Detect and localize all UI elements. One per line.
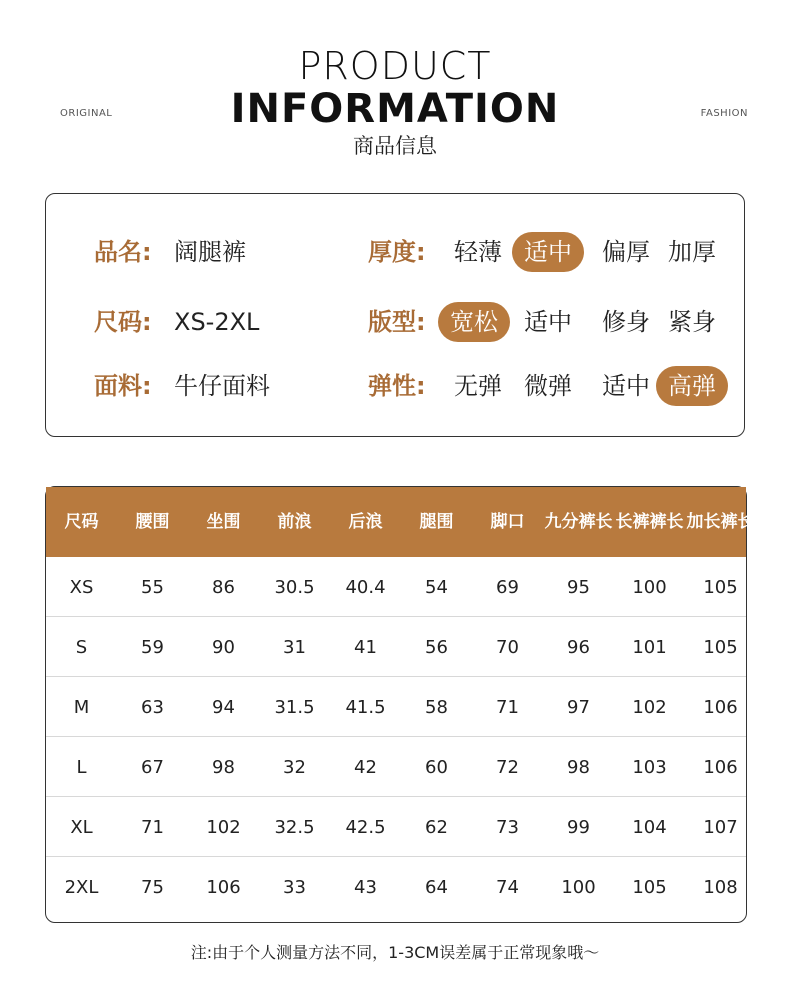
table-cell: 74 [496, 876, 519, 898]
info-row-fabric-elasticity [46, 366, 744, 406]
elasticity-label: 弹性: [368, 372, 426, 400]
elasticity-option: 无弹 [454, 372, 502, 400]
table-cell: 71 [496, 696, 519, 718]
table-cell: 90 [212, 636, 235, 658]
table-cell: 42.5 [345, 816, 386, 838]
table-header-cell [472, 487, 543, 557]
table-cell: 97 [567, 696, 590, 718]
fit-label: 版型: [368, 308, 426, 336]
table-cell: 71 [141, 816, 164, 838]
table-row [46, 737, 746, 797]
table-header-text: 后浪 [348, 512, 383, 532]
table-header-cell [46, 487, 117, 557]
table-cell: 105 [703, 576, 738, 598]
table-cell: 42 [354, 756, 377, 778]
table-cell: 33 [283, 876, 306, 898]
table-header-text: 裤长 [720, 512, 755, 532]
table-header-cell [685, 487, 756, 557]
table-cell: 96 [567, 636, 590, 658]
thickness-option: 偏厚 [602, 238, 650, 266]
size-table-header [46, 487, 755, 557]
table-cell: 106 [703, 696, 738, 718]
table-cell: 54 [425, 576, 448, 598]
table-cell: 106 [206, 876, 241, 898]
table-cell: 98 [567, 756, 590, 778]
table-cell: 108 [703, 876, 738, 898]
table-cell: 31 [283, 636, 306, 658]
header-left-tag: ORIGINAL [60, 108, 113, 119]
table-header-text: 腿围 [419, 512, 454, 532]
table-cell: 104 [632, 816, 667, 838]
table-cell: 73 [496, 816, 519, 838]
table-cell: 32.5 [274, 816, 315, 838]
table-header-text: 尺码 [64, 512, 99, 532]
table-cell: XS [69, 576, 94, 598]
table-header-text: 裤长 [649, 512, 684, 532]
product-info-box [45, 193, 745, 437]
table-cell: 103 [632, 756, 667, 778]
header-right-tag: FASHION [700, 108, 748, 119]
size-table [45, 486, 755, 923]
table-cell: 105 [632, 876, 667, 898]
page-title-line1: PRODUCT [298, 44, 492, 88]
table-cell: 94 [212, 696, 235, 718]
table-cell: 43 [354, 876, 377, 898]
elasticity-option-selected: 高弹 [656, 366, 728, 406]
elasticity-option: 微弹 [524, 372, 572, 400]
table-cell: 60 [425, 756, 448, 778]
fit-option-selected: 宽松 [438, 302, 510, 342]
table-header-cell [543, 487, 614, 557]
table-cell: S [75, 636, 88, 658]
table-cell: 58 [425, 696, 448, 718]
table-cell: 100 [561, 876, 596, 898]
table-row [46, 677, 746, 737]
thickness-option: 轻薄 [454, 238, 502, 266]
table-header-cell [330, 487, 401, 557]
table-header-text: 腰围 [135, 512, 170, 532]
table-cell: 106 [703, 756, 738, 778]
table-cell: 62 [425, 816, 448, 838]
table-header-text: 坐围 [206, 512, 241, 532]
table-cell: 70 [496, 636, 519, 658]
thickness-label: 厚度: [368, 238, 426, 266]
table-cell: 56 [425, 636, 448, 658]
fabric-label: 面料: [94, 372, 152, 400]
table-header-text: 前浪 [277, 512, 312, 532]
fit-option: 适中 [524, 308, 572, 336]
thickness-option: 加厚 [668, 238, 716, 266]
table-cell: 105 [703, 636, 738, 658]
table-header-cell [117, 487, 188, 557]
table-header-text: 加长 [686, 512, 721, 532]
table-cell: 86 [212, 576, 235, 598]
name-value: 阔腿裤 [174, 238, 246, 266]
table-header-cell [614, 487, 685, 557]
table-row [46, 557, 746, 617]
table-header-cell [259, 487, 330, 557]
table-cell: 107 [703, 816, 738, 838]
table-cell: 2XL [64, 876, 99, 898]
table-cell: 63 [141, 696, 164, 718]
fabric-value: 牛仔面料 [174, 372, 270, 400]
info-row-name-thickness [46, 232, 744, 272]
table-cell: 95 [567, 576, 590, 598]
table-header-cell [401, 487, 472, 557]
table-cell: 75 [141, 876, 164, 898]
table-header-text: 脚口 [490, 512, 525, 532]
table-cell: 102 [206, 816, 241, 838]
info-row-size-fit [46, 302, 744, 342]
table-cell: 55 [141, 576, 164, 598]
table-row [46, 617, 746, 677]
table-cell: XL [70, 816, 93, 838]
table-row [46, 857, 746, 917]
table-cell: L [76, 756, 87, 778]
name-label: 品名: [94, 238, 152, 266]
table-cell: 98 [212, 756, 235, 778]
table-cell: 72 [496, 756, 519, 778]
page-subtitle: 商品信息 [353, 134, 437, 158]
size-label: 尺码: [94, 308, 152, 336]
table-cell: 40.4 [345, 576, 386, 598]
table-header-text: 裤长 [578, 512, 613, 532]
fit-option: 修身 [602, 308, 650, 336]
table-cell: 101 [632, 636, 667, 658]
table-cell: 69 [496, 576, 519, 598]
table-cell: 31.5 [274, 696, 315, 718]
table-cell: 32 [283, 756, 306, 778]
table-header-cell [188, 487, 259, 557]
table-row [46, 797, 746, 857]
table-cell: 67 [141, 756, 164, 778]
table-cell: 99 [567, 816, 590, 838]
measurement-note: 注:由于个人测量方法不同，1-3CM误差属于正常现象哦～ [190, 943, 600, 962]
elasticity-option: 适中 [602, 372, 650, 400]
fit-option: 紧身 [668, 308, 716, 336]
table-cell: 41.5 [345, 696, 386, 718]
table-header-text: 九分 [544, 512, 579, 532]
table-cell: 64 [425, 876, 448, 898]
table-cell: 30.5 [274, 576, 315, 598]
table-cell: 100 [632, 576, 667, 598]
table-cell: M [73, 696, 90, 718]
thickness-option-selected: 适中 [512, 232, 584, 272]
table-header-text: 长裤 [615, 512, 650, 532]
size-value: XS-2XL [174, 308, 260, 336]
table-cell: 59 [141, 636, 164, 658]
table-cell: 41 [354, 636, 377, 658]
table-cell: 102 [632, 696, 667, 718]
page-title-line2: INFORMATION [230, 86, 560, 132]
